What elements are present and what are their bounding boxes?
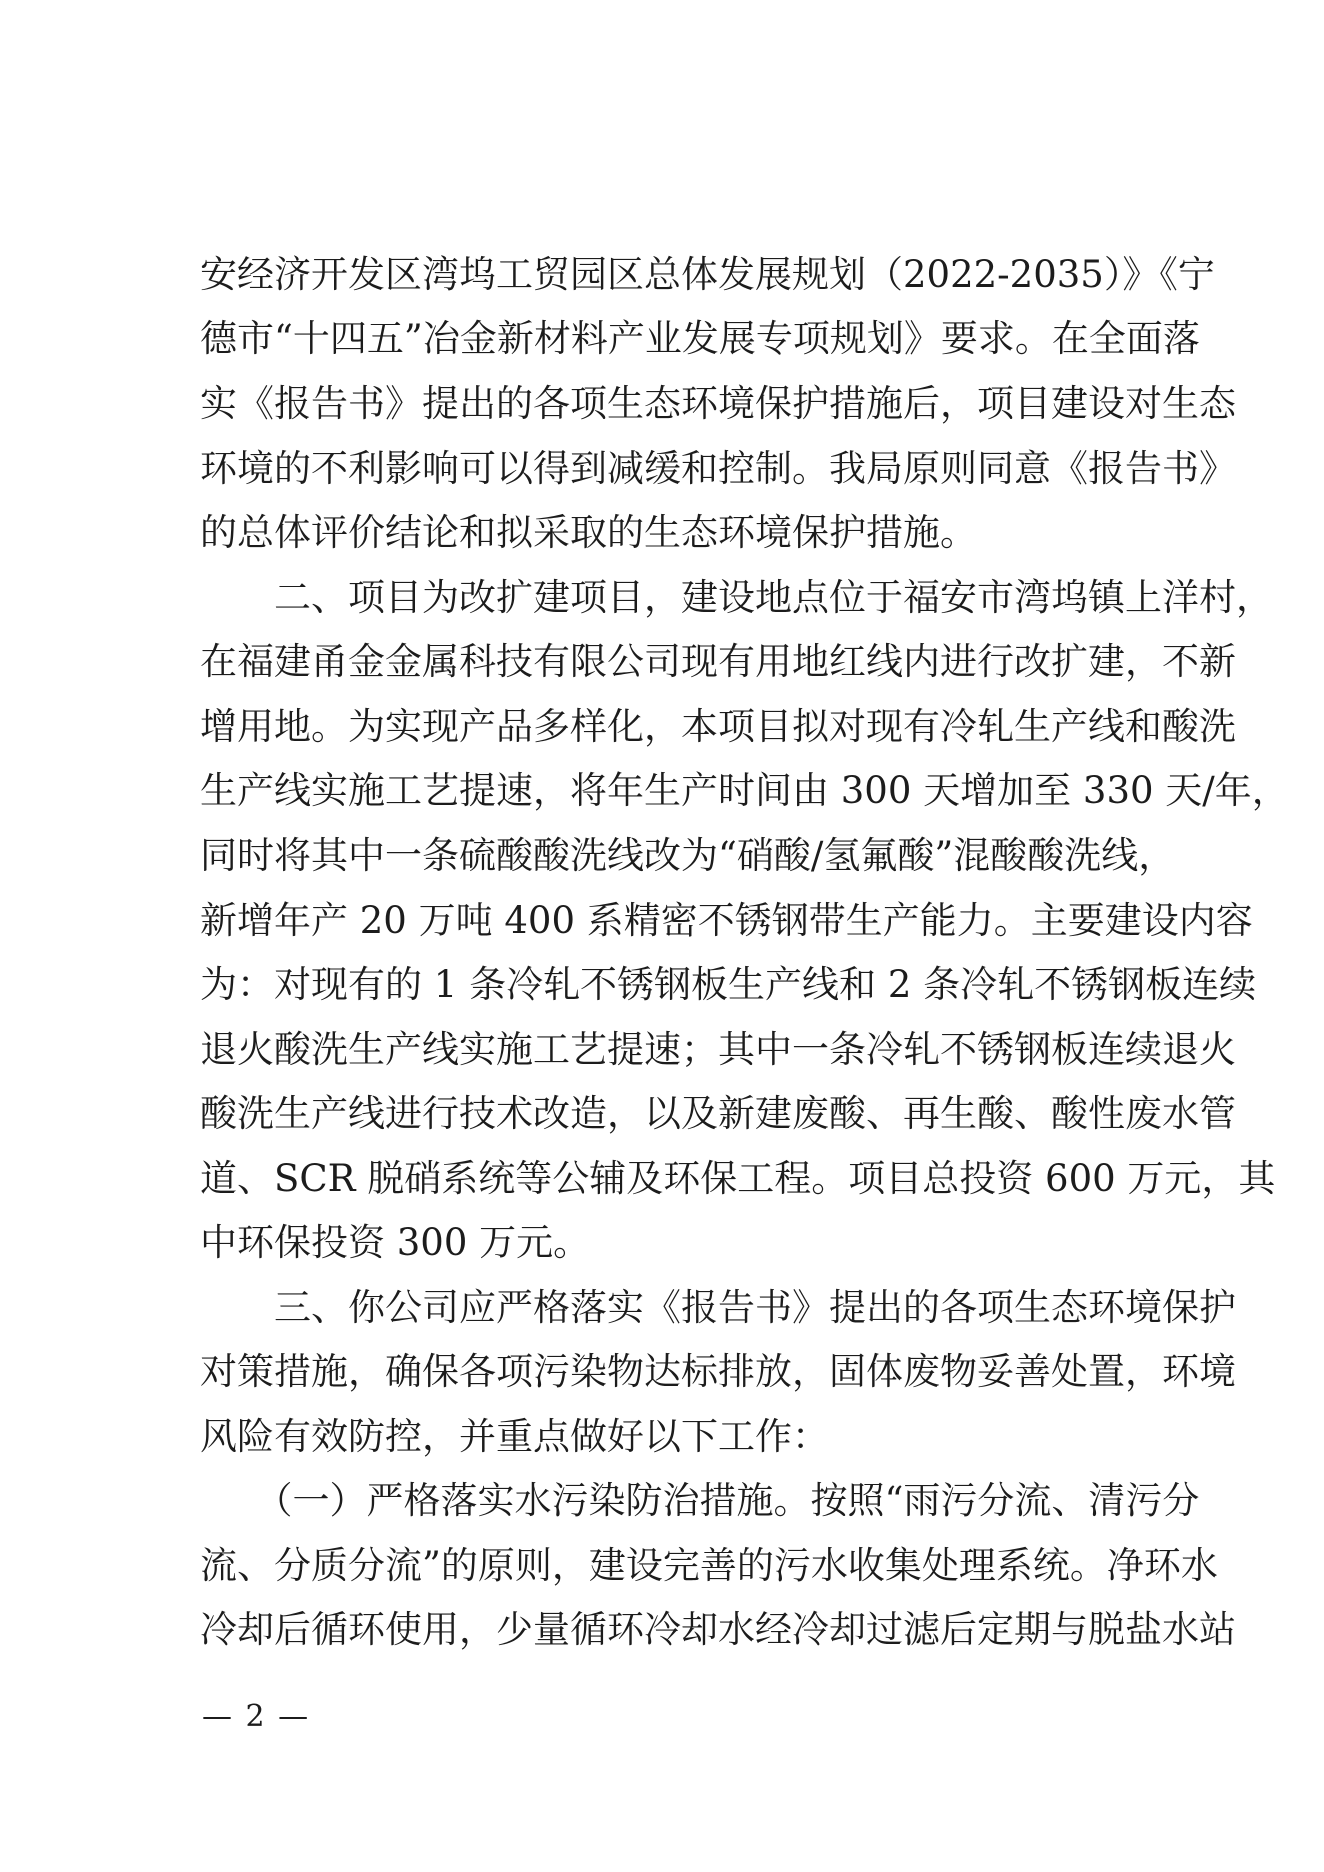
text-line: 生产线实施工艺提速，将年生产时间由 300 天增加至 330 天/年，: [200, 769, 1289, 812]
text-line: 德市“十四五”冶金新材料产业发展专项规划》要求。在全面落: [200, 317, 1200, 360]
text-line: 实《报告书》提出的各项生态环境保护措施后，项目建设对生态: [200, 382, 1236, 425]
text-line: 退火酸洗生产线实施工艺提速；其中一条冷轧不锈钢板连续退火: [200, 1028, 1236, 1071]
text-line: 酸洗生产线进行技术改造，以及新建废酸、再生酸、酸性废水管: [200, 1092, 1236, 1135]
text-line: 风险有效防控，并重点做好以下工作：: [200, 1415, 829, 1458]
text-line: 流、分质分流”的原则，建设完善的污水收集处理系统。净环水: [200, 1544, 1218, 1587]
text-line: （一）严格落实水污染防治措施。按照“雨污分流、清污分: [200, 1479, 1200, 1522]
text-line: 的总体评价结论和拟采取的生态环境保护措施。: [200, 511, 977, 554]
text-line: 三、你公司应严格落实《报告书》提出的各项生态环境保护: [200, 1286, 1236, 1329]
text-line: 环境的不利影响可以得到减缓和控制。我局原则同意《报告书》: [200, 447, 1236, 490]
text-line: 对策措施，确保各项污染物达标排放，固体废物妥善处置，环境: [200, 1350, 1236, 1393]
text-line: 在福建甬金金属科技有限公司现有用地红线内进行改扩建，不新: [200, 640, 1236, 683]
page-number: — 2 —: [202, 1699, 311, 1734]
text-line: 安经济开发区湾坞工贸园区总体发展规划（2022-2035）》《宁: [200, 253, 1215, 296]
text-line: 新增年产 20 万吨 400 系精密不锈钢带生产能力。主要建设内容: [200, 899, 1253, 942]
text-line: 道、SCR 脱硝系统等公辅及环保工程。项目总投资 600 万元，其: [200, 1157, 1276, 1200]
text-line: 为：对现有的 1 条冷轧不锈钢板生产线和 2 条冷轧不锈钢板连续: [200, 963, 1257, 1006]
text-line: 二、项目为改扩建项目，建设地点位于福安市湾坞镇上洋村，: [200, 576, 1273, 619]
text-line: 同时将其中一条硫酸酸洗线改为“硝酸/氢氟酸”混酸酸洗线，: [200, 834, 1176, 877]
text-line: 中环保投资 300 万元。: [200, 1221, 591, 1264]
text-line: 冷却后循环使用，少量循环冷却水经冷却过滤后定期与脱盐水站: [200, 1608, 1236, 1651]
text-line: 增用地。为实现产品多样化，本项目拟对现有冷轧生产线和酸洗: [200, 705, 1236, 748]
